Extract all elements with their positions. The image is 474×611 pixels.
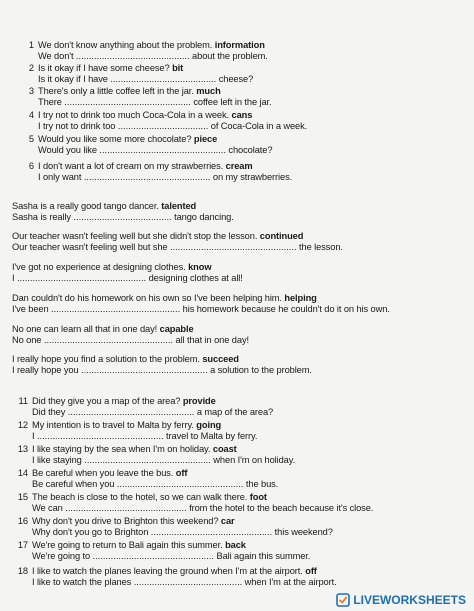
answer-line[interactable]: I ................................................. travel to Malta by ferry. [32, 431, 258, 441]
question-sentence: 13 I like staying by the sea when I'm on holiday. coast [17, 444, 237, 454]
answer-line[interactable]: No one .................................................. all that in one day! [12, 335, 249, 345]
question-sentence: 12 My intention is to travel to Malta by ferry. going [17, 420, 222, 430]
question-sentence: 1 We don't know anything about the problem. information [28, 40, 265, 50]
answer-line[interactable]: Sasha is really ...................................... tango dancing. [12, 212, 234, 222]
answer-line[interactable]: I .................................................. designing clothes at all! [12, 273, 243, 283]
question-sentence: 4 I try not to drink too much Coca-Cola in a week. cans [28, 110, 253, 120]
question-sentence: No one can learn all that in one day! capable [12, 324, 194, 334]
answer-line[interactable]: I've been .................................................. his homework because he couldn't do it on his own. [12, 304, 390, 314]
answer-line[interactable]: Why don't you go to Brighton ............................................... this weekend? [32, 527, 333, 537]
liveworksheets-logo-icon [336, 593, 350, 607]
question-sentence: 18 I like to watch the planes leaving the ground when I'm at the airport. off [17, 566, 317, 576]
question-sentence: 6 I don't want a lot of cream on my strawberries. cream [28, 161, 253, 171]
question-sentence: 11 Did they give you a map of the area? provide [18, 396, 216, 406]
answer-line[interactable]: I only want ................................................. on my strawberries. [38, 172, 293, 182]
question-sentence: 17 We're going to return to Bali again this summer. back [17, 540, 246, 550]
answer-line[interactable]: We don't ............................................ about the problem. [38, 51, 268, 61]
answer-line[interactable]: Is it okay if I have ......................................... cheese? [38, 74, 254, 84]
question-sentence: I've got no experience at designing clothes. know [12, 262, 212, 272]
answer-line[interactable]: Be careful when you ................................................. the bus. [32, 479, 279, 489]
question-sentence: Sasha is a really good tango dancer. talented [12, 201, 197, 211]
answer-line[interactable]: I like to watch the planes .......................................... when I'm at the airport. [32, 577, 337, 587]
answer-line[interactable]: There ................................................. coffee left in the jar. [38, 97, 272, 107]
answer-line[interactable]: I try not to drink too ................................... of Coca-Cola in a week. [38, 121, 308, 131]
question-sentence: 2 Is it okay if I have some cheese? bit [28, 63, 184, 73]
answer-line[interactable]: I like staying ................................................. when I'm on holiday. [32, 455, 296, 465]
question-sentence: 15 The beach is close to the hotel, so we can walk there. foot [17, 492, 267, 502]
answer-line[interactable]: Did they ................................................. a map of the area? [32, 407, 274, 417]
question-sentence: 16 Why don't you drive to Brighton this weekend? car [17, 516, 235, 526]
question-sentence: 5 Would you like some more chocolate? piece [28, 134, 218, 144]
question-sentence: 14 Be careful when you leave the bus. off [17, 468, 188, 478]
question-sentence: Our teacher wasn't feeling well but she didn't stop the lesson. continued [12, 231, 304, 241]
liveworksheets-brand[interactable] [336, 593, 466, 607]
question-sentence: Dan couldn't do his homework on his own so I've been helping him. helping [12, 293, 317, 303]
question-sentence: I really hope you find a solution to the problem. succeed [12, 354, 239, 364]
answer-line[interactable]: Would you like ................................................. chocolate? [38, 145, 273, 155]
answer-line[interactable]: I really hope you ................................................. a solution to the problem. [12, 365, 312, 375]
brand-name: LIVEWORKSHEETS [353, 593, 466, 607]
answer-line[interactable]: We're going to ............................................... Bali again this summer. [32, 551, 311, 561]
answer-line[interactable]: We can ............................................... from the hotel to the beach because it's close. [32, 503, 374, 513]
answer-line[interactable]: Our teacher wasn't feeling well but she ................................................. the lesson. [12, 242, 343, 252]
question-sentence: 3 There's only a little coffee left in the jar. much [28, 86, 221, 96]
footer [0, 589, 474, 611]
